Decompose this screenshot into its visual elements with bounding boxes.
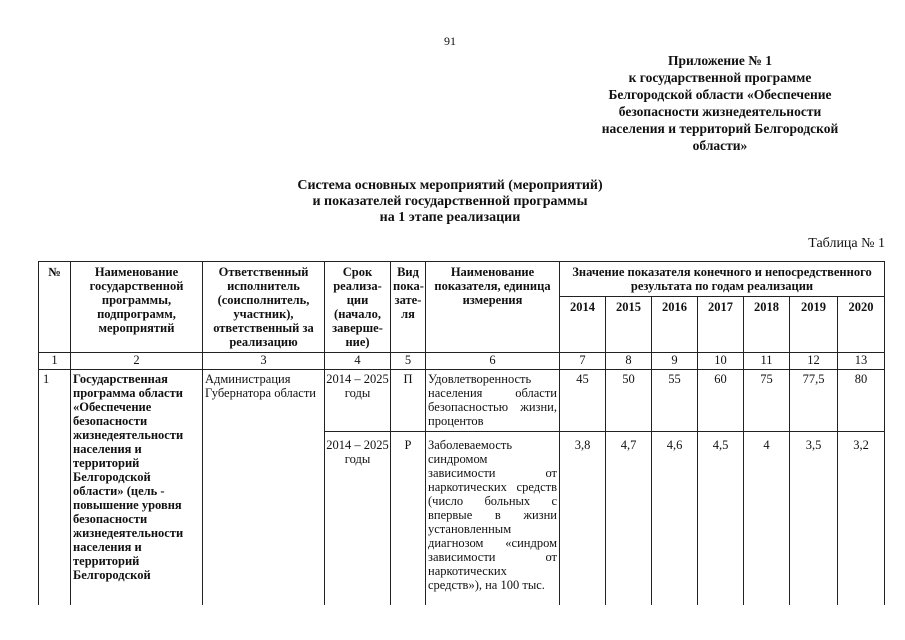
indicator-name: Удовлетворенность населения области безопасностью жизни, процентов xyxy=(425,369,560,432)
header-year: 2016 xyxy=(651,296,698,353)
header-year: 2018 xyxy=(743,296,790,353)
indicator-value: 4,7 xyxy=(605,431,652,605)
indicator-value: 55 xyxy=(651,369,698,432)
title-line: Система основных мероприятий (мероприятий) xyxy=(297,178,603,193)
header-indicator-name: Наименование показателя, единица измерения xyxy=(425,261,560,353)
column-number: 10 xyxy=(697,352,744,370)
indicator-value: 77,5 xyxy=(789,369,838,432)
header-number: № xyxy=(38,261,71,353)
column-number: 12 xyxy=(789,352,838,370)
appendix-line: Белгородской области «Обеспечение xyxy=(608,87,832,102)
indicator-value: 4,5 xyxy=(697,431,744,605)
appendix-line: населения и территорий Белгородской xyxy=(601,121,839,136)
appendix-header xyxy=(570,52,870,154)
column-number: 3 xyxy=(202,352,325,370)
column-number: 8 xyxy=(605,352,652,370)
header-year: 2015 xyxy=(605,296,652,353)
header-indicator-type: Вид пока-зате-ля xyxy=(390,261,426,353)
indicator-value: 4,6 xyxy=(651,431,698,605)
indicator-name: Заболеваемость синдромом зависимости от наркотических средств (число больных с впервые в жизни установленным диагнозом «синдром зависимости от наркотических средств»), на 100 тыс. xyxy=(425,431,560,605)
header-term: Срок реализа-ции (начало, заверше-ние) xyxy=(324,261,391,353)
indicator-value: 45 xyxy=(559,369,606,432)
table-label: Таблица № 1 xyxy=(808,236,885,251)
header-program-name: Наименование государственной программы, подпрограмм, мероприятий xyxy=(70,261,203,353)
header-year: 2019 xyxy=(789,296,838,353)
indicator-value: 3,5 xyxy=(789,431,838,605)
column-number: 4 xyxy=(324,352,391,370)
page-number: 91 xyxy=(444,34,456,48)
indicator-value: 4 xyxy=(743,431,790,605)
appendix-line: области» xyxy=(692,138,748,153)
header-year: 2014 xyxy=(559,296,606,353)
indicator-value: 80 xyxy=(837,369,885,432)
column-number: 13 xyxy=(837,352,885,370)
header-year: 2020 xyxy=(837,296,885,353)
row-number: 1 xyxy=(38,369,71,605)
indicator-value: 3,2 xyxy=(837,431,885,605)
title-line: и показателей государственной программы xyxy=(312,194,588,209)
indicator-type: Р xyxy=(390,431,426,605)
appendix-line: Приложение № 1 xyxy=(668,53,772,68)
indicator-value: 60 xyxy=(697,369,744,432)
appendix-line: безопасности жизнедеятельности xyxy=(618,104,822,119)
header-year: 2017 xyxy=(697,296,744,353)
appendix-line: к государственной программе xyxy=(628,70,812,85)
indicator-value: 75 xyxy=(743,369,790,432)
header-values-group: Значение показателя конечного и непосредственного результата по годам реализации xyxy=(559,261,885,297)
title-line: на 1 этапе реализации xyxy=(379,210,521,225)
column-number: 1 xyxy=(38,352,71,370)
column-number: 6 xyxy=(425,352,560,370)
column-number: 11 xyxy=(743,352,790,370)
column-number: 7 xyxy=(559,352,606,370)
indicator-term: 2014 – 2025 годы xyxy=(324,369,391,432)
indicator-type: П xyxy=(390,369,426,432)
indicator-value: 3,8 xyxy=(559,431,606,605)
header-executor: Ответственный исполнитель (соисполнитель, участник), ответственный за реализацию xyxy=(202,261,325,353)
indicator-term: 2014 – 2025 годы xyxy=(324,431,391,605)
document-title xyxy=(230,178,670,226)
indicator-value: 50 xyxy=(605,369,652,432)
column-number: 9 xyxy=(651,352,698,370)
program-name: Государственная программа области «Обеспечение безопасности жизнедеятельности населения и территорий Белгородской области» (цель - повышение уровня безопасности жизнедеятельности населения и территорий Белгородской xyxy=(70,369,203,605)
column-number: 2 xyxy=(70,352,203,370)
column-number: 5 xyxy=(390,352,426,370)
executor-name: Администрация Губернатора области xyxy=(202,369,325,605)
indicators-table xyxy=(38,261,885,605)
